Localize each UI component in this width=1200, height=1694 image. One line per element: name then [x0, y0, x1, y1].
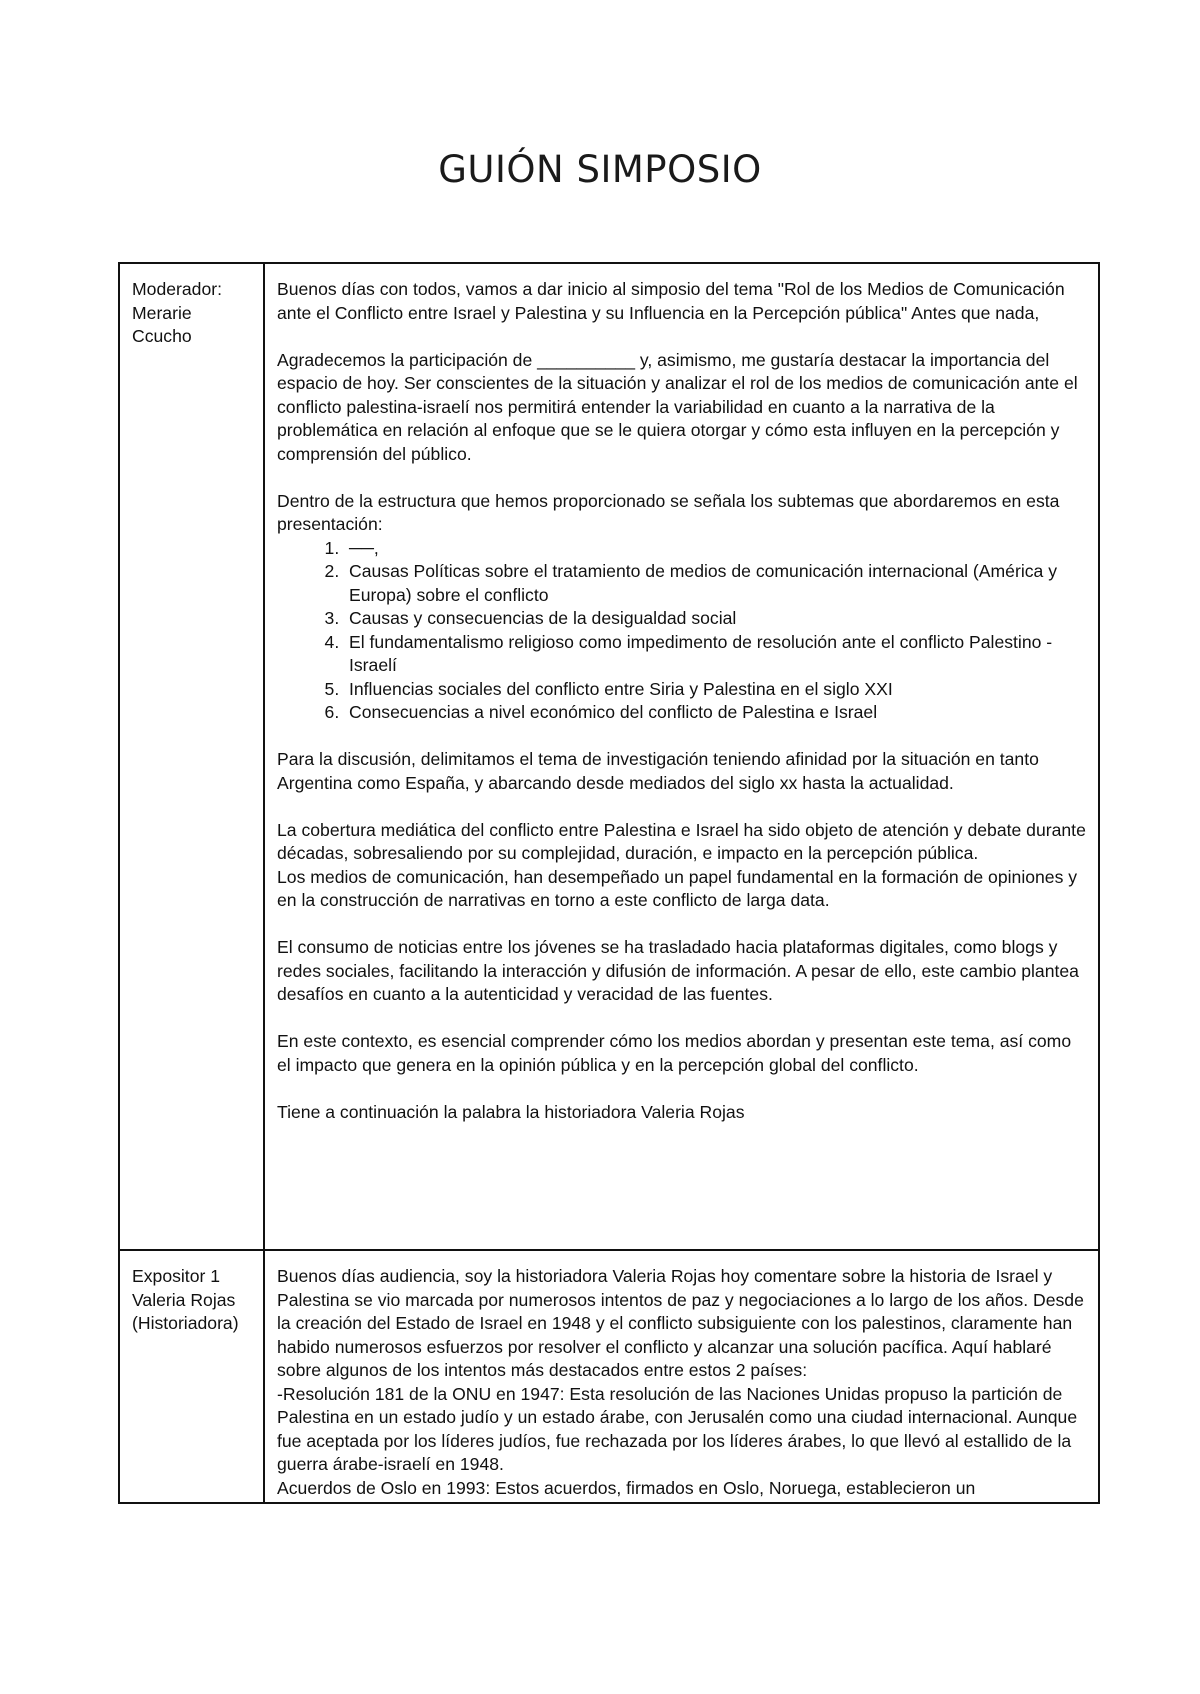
- list-item: 3. Causas y consecuencias de la desigualdad social: [349, 607, 1088, 631]
- moderator-structure: Dentro de la estructura que hemos proporcionado se señala los subtemas que abordaremos en esta presentación:: [277, 490, 1060, 534]
- subtopics-list: [277, 537, 1088, 725]
- role-cell-speaker-1: [119, 1250, 264, 1503]
- moderator-discussion: Para la discusión, delimitamos el tema de investigación teniendo afinidad por la situación en tanto Argentina como España, y abarcando desde mediados del siglo xx hasta la actualidad.: [277, 749, 1039, 793]
- moderator-gratitude: Agradecemos la participación de __________ y, asimismo, me gustaría destacar la importancia del espacio de hoy. Ser conscientes de la situación y analizar el rol de los medios de comunicación ante el conflicto palestina-israelí nos permitirá entender la variabilidad en cuanto a la narrativa de la problemática en relación al enfoque que se le quiera otorgar y cómo esta influyen en la percepción y comprensión del público.: [277, 349, 1078, 464]
- content-cell-speaker-1: [264, 1250, 1099, 1503]
- table-row-speaker-1: [119, 1250, 1099, 1503]
- speaker-resolution-181: -Resolución 181 de la ONU en 1947: Esta resolución de las Naciones Unidas propuso la partición de Palestina en un estado judío y un estado árabe, con Jerusalén como una ciudad internacional. Aunque fue aceptada por los líderes judíos, fue rechazada por los líderes árabes, lo que llevó al estallido de la guerra árabe-israelí en 1948.: [277, 1383, 1078, 1474]
- list-item: 6. Consecuencias a nivel económico del conflicto de Palestina e Israel: [349, 701, 1088, 725]
- list-item: 2. Causas Políticas sobre el tratamiento de medios de comunicación internacional (América y Europa) sobre el conflicto: [349, 560, 1088, 607]
- role-cell-moderator: [119, 263, 264, 1250]
- moderator-youth: El consumo de noticias entre los jóvenes se ha trasladado hacia plataformas digitales, como blogs y redes sociales, facilitando la interacción y difusión de información. A pesar de ello, este cambio plantea desafíos en cuanto a la autenticidad y veracidad de las fuentes.: [277, 937, 1079, 1004]
- list-item: 1. ──,: [349, 537, 1088, 561]
- speaker-intro: Buenos días audiencia, soy la historiadora Valeria Rojas hoy comentare sobre la historia de Israel y Palestina se vio marcada por numerosos intentos de paz y negociaciones a lo largo de los años. Desde la creación del Estado de Israel en 1948 y el conflicto subsiguiente con los palestinos, claramente han habido numerosos esfuerzos por resolver el conflicto y alcanzar una solución pacífica. Aquí hablaré sobre algunos de los intentos más destacados entre estos 2 países:: [277, 1266, 1084, 1380]
- role-label: Moderador:: [132, 279, 222, 299]
- list-item: 5. Influencias sociales del conflicto entre Siria y Palestina en el siglo XXI: [349, 678, 1088, 702]
- moderator-coverage-1: La cobertura mediática del conflicto entre Palestina e Israel ha sido objeto de atención y debate durante décadas, sobresaliendo por su complejidad, duración, e impacto en la percepción pública.: [277, 819, 1086, 863]
- table-row-moderator: [119, 263, 1099, 1250]
- moderator-handoff: Tiene a continuación la palabra la historiadora Valeria Rojas: [277, 1101, 745, 1122]
- role-label: Expositor 1: [132, 1266, 221, 1286]
- moderator-intro: Buenos días con todos, vamos a dar inicio al simposio del tema "Rol de los Medios de Comunicación ante el Conflicto entre Israel y Palestina y su Influencia en la Percepción pública" Antes que nada,: [277, 279, 1065, 323]
- role-name-first: Merarie: [132, 302, 192, 323]
- role-title: (Historiadora): [132, 1313, 239, 1333]
- content-cell-moderator: [264, 263, 1099, 1250]
- moderator-context: En este contexto, es esencial comprender cómo los medios abordan y presentan este tema, así como el impacto que genera en la opinión pública y en la percepción global del conflicto.: [277, 1031, 1072, 1075]
- list-item: 4. El fundamentalismo religioso como impedimento de resolución ante el conflicto Palestino - Israelí: [349, 631, 1088, 678]
- speaker-oslo-accords: Acuerdos de Oslo en 1993: Estos acuerdos, firmados en Oslo, Noruega, establecieron un: [277, 1477, 976, 1498]
- role-name: Valeria Rojas: [132, 1289, 236, 1310]
- page-title: GUIÓN SIMPOSIO: [438, 148, 762, 191]
- script-table: [118, 262, 1100, 1504]
- moderator-coverage-2: Los medios de comunicación, han desempeñado un papel fundamental en la formación de opiniones y en la construcción de narrativas en torno a este conflicto de larga data.: [277, 866, 1078, 910]
- role-name-last: Ccucho: [132, 326, 192, 346]
